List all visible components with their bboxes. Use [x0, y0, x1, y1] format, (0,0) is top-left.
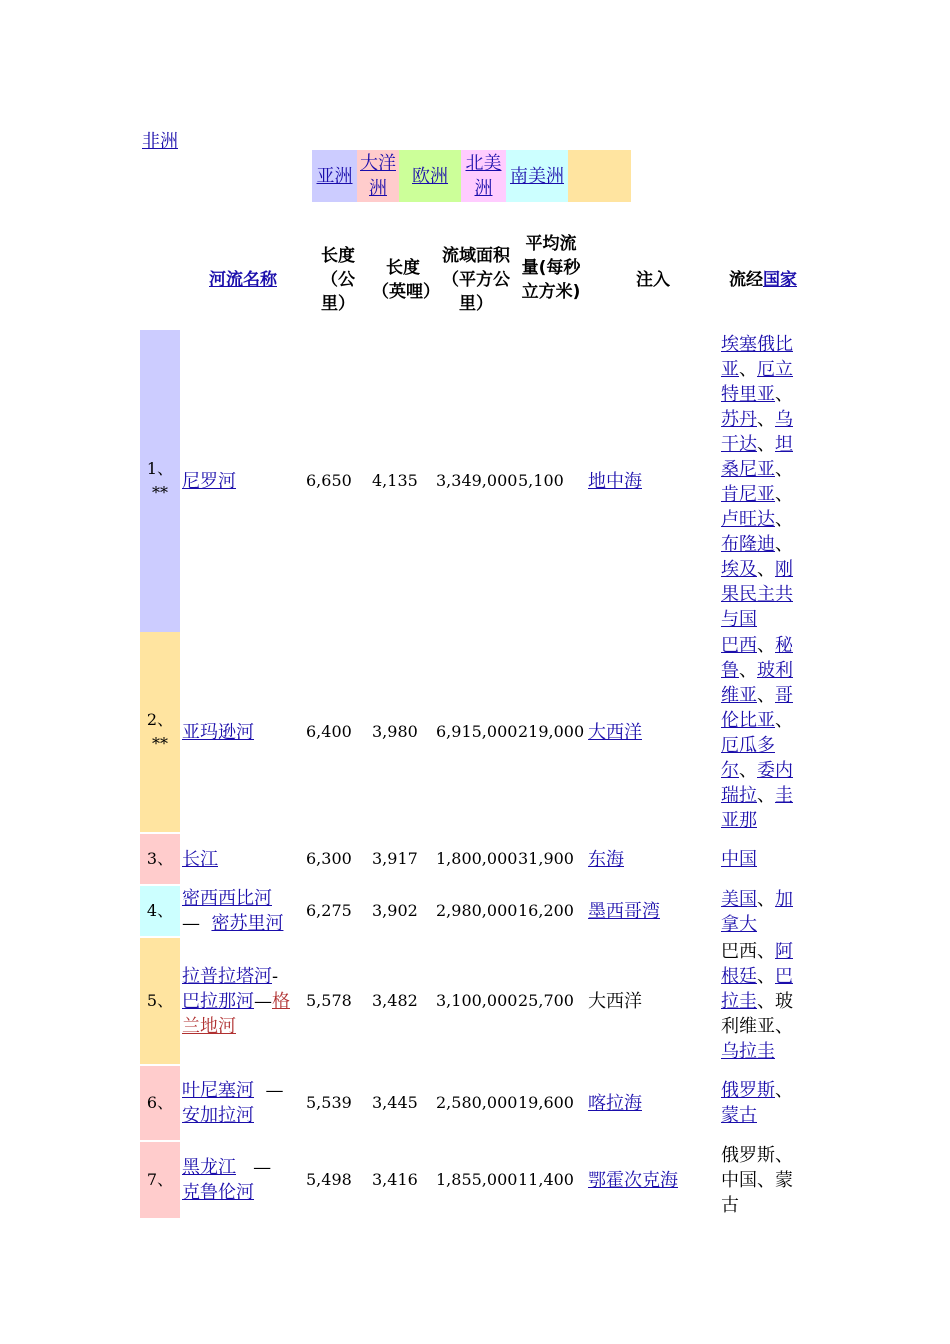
- countries-cell: 俄罗斯、蒙古: [721, 1080, 793, 1126]
- river-name-link[interactable]: 亚玛逊河: [182, 721, 254, 743]
- mouth-cell: [588, 834, 716, 884]
- river-name-cell: 密西西比河 — 密苏里河: [182, 888, 284, 934]
- mouth-cell: [588, 330, 716, 632]
- country-link[interactable]: 乌干达: [721, 409, 793, 455]
- country-link[interactable]: 卢旺达: [721, 509, 775, 530]
- river-name-link-secondary[interactable]: 安加拉河: [182, 1105, 254, 1126]
- average-flow-cell: 11,400: [518, 1170, 574, 1189]
- length-km-cell: 6,400: [306, 722, 352, 741]
- country-text: 俄罗斯: [721, 1145, 775, 1166]
- river-name-cell: 叶尼塞河 — 安加拉河: [182, 1080, 284, 1126]
- average-flow-cell: 219,000: [518, 722, 585, 741]
- basin-area-cell: 2,580,000: [436, 1093, 518, 1112]
- country-text: 玻利维亚: [721, 991, 793, 1037]
- nav-link-north-america[interactable]: 北美洲: [465, 153, 502, 199]
- river-name-link[interactable]: 黑龙江: [182, 1157, 236, 1178]
- countries-cell: [721, 847, 801, 872]
- length-km-cell: 6,275: [306, 901, 352, 920]
- length-km-cell: 6,300: [306, 849, 352, 868]
- country-text: 巴西: [721, 941, 757, 962]
- country-link[interactable]: 委内瑞拉: [721, 760, 793, 806]
- country-link[interactable]: 秘鲁: [721, 635, 793, 681]
- country-link[interactable]: 哥伦比亚: [721, 685, 793, 731]
- header-countries-link[interactable]: 国家: [763, 270, 797, 290]
- river-name-link[interactable]: 拉普拉塔河: [182, 965, 272, 987]
- country-link[interactable]: 阿根廷: [721, 941, 793, 987]
- country-text: 中国: [721, 1170, 757, 1191]
- average-flow-cell: 16,200: [518, 901, 574, 920]
- river-name-link-tertiary[interactable]: 格兰地河: [182, 990, 290, 1037]
- nav-cell-europe: [399, 150, 461, 202]
- mouth-link[interactable]: 墨西哥湾: [588, 900, 660, 922]
- rank-cell: [140, 1142, 180, 1218]
- river-name-cell: 黑龙江 — 克鲁伦河: [182, 1157, 272, 1203]
- mouth-cell: [588, 886, 716, 936]
- country-link[interactable]: 巴拉圭: [721, 966, 793, 1012]
- country-link[interactable]: 蒙古: [721, 1105, 757, 1126]
- rank-cell: [140, 886, 180, 936]
- average-flow-cell: 31,900: [518, 849, 574, 868]
- countries-cell: 美国、加拿大: [721, 889, 793, 935]
- header-countries-prefix: 流经: [729, 270, 763, 290]
- mouth-link[interactable]: 地中海: [588, 470, 642, 492]
- length-mi-cell: 4,135: [372, 471, 418, 490]
- country-link[interactable]: 巴西: [721, 635, 757, 656]
- country-link[interactable]: 中国: [721, 849, 757, 870]
- nav-link-asia[interactable]: 亚洲: [316, 165, 353, 187]
- nav-cell-asia: [312, 150, 357, 202]
- rank-cell: [140, 632, 180, 832]
- river-name-cell: [182, 834, 304, 884]
- country-link[interactable]: 加拿大: [721, 889, 793, 935]
- countries-cell: 巴西、秘鲁、玻利维亚、哥伦比亚、厄瓜多尔、委内瑞拉、圭亚那: [721, 635, 793, 831]
- country-link[interactable]: 刚果民主共与国: [721, 559, 793, 630]
- rank-cell: [140, 834, 180, 884]
- river-name-link[interactable]: 密西西比河: [182, 888, 272, 909]
- header-river-name-link[interactable]: 河流名称: [209, 270, 277, 290]
- nav-cell-empty: [568, 150, 631, 202]
- rank-label: 6、: [146, 1093, 174, 1112]
- river-name-cell: [182, 632, 304, 832]
- rank-label: 5、: [146, 991, 174, 1010]
- length-mi-cell: 3,482: [372, 991, 418, 1010]
- header-mouth: 注入: [636, 270, 670, 290]
- river-name-cell: 拉普拉塔河- 巴拉那河—格兰地河: [182, 965, 290, 1037]
- length-mi-cell: 3,445: [372, 1093, 418, 1112]
- river-name-link-secondary[interactable]: 巴拉那河: [182, 990, 254, 1012]
- header-river-name: [182, 268, 304, 292]
- nav-cell-north-america: [461, 150, 506, 202]
- length-mi-cell: 3,416: [372, 1170, 418, 1189]
- river-name-link-secondary[interactable]: 克鲁伦河: [182, 1182, 254, 1203]
- length-mi-cell: 3,902: [372, 901, 418, 920]
- country-link[interactable]: 埃塞俄比亚: [721, 334, 793, 380]
- continent-nav: [312, 150, 631, 202]
- mouth-link[interactable]: 东海: [588, 848, 624, 870]
- header-length-mi: 长度（英哩）: [372, 258, 440, 302]
- basin-area-cell: 3,349,000: [436, 471, 518, 490]
- length-km-cell: 5,578: [306, 991, 352, 1010]
- mouth-link[interactable]: 喀拉海: [588, 1092, 642, 1114]
- mouth-cell: [588, 1066, 716, 1140]
- country-link[interactable]: 厄瓜多尔: [721, 735, 775, 781]
- country-link[interactable]: 玻利维亚: [721, 660, 793, 706]
- nav-cell-south-america: [506, 150, 568, 202]
- rank-label: 1、**: [146, 459, 174, 502]
- country-text: 蒙古: [721, 1170, 793, 1216]
- header-basin-area: 流域面积（平方公里）: [442, 246, 510, 314]
- country-link[interactable]: 肯尼亚: [721, 484, 775, 505]
- basin-area-cell: 1,855,000: [436, 1170, 518, 1189]
- length-km-cell: 5,498: [306, 1170, 352, 1189]
- mouth-cell: [588, 632, 716, 832]
- mouth-cell: [588, 1142, 716, 1218]
- length-mi-cell: 3,917: [372, 849, 418, 868]
- header-length-km: 长度（公里）: [321, 246, 355, 314]
- rank-label: 4、: [146, 901, 174, 920]
- country-link[interactable]: 厄立特里亚: [721, 359, 793, 405]
- nav-link-oceania[interactable]: 大洋洲: [360, 153, 396, 199]
- basin-area-cell: 3,100,000: [436, 991, 518, 1010]
- basin-area-cell: 1,800,000: [436, 849, 518, 868]
- length-km-cell: 6,650: [306, 471, 352, 490]
- country-link[interactable]: 俄罗斯: [721, 1080, 775, 1101]
- rank-cell: [140, 330, 180, 632]
- average-flow-cell: 5,100: [518, 471, 564, 490]
- river-name-link[interactable]: 长江: [182, 848, 218, 870]
- nav-link-south-america[interactable]: 南美洲: [510, 165, 564, 187]
- average-flow-cell: 19,600: [518, 1093, 574, 1112]
- nav-cell-oceania: [357, 150, 399, 202]
- header-average-flow: 平均流量(每秒立方米): [521, 234, 581, 302]
- country-link[interactable]: 圭亚那: [721, 785, 793, 831]
- country-link[interactable]: 乌拉圭: [721, 1041, 775, 1062]
- country-link[interactable]: 坦桑尼亚: [721, 434, 793, 480]
- africa-link[interactable]: 非洲: [142, 131, 178, 152]
- country-link[interactable]: 苏丹: [721, 409, 757, 430]
- river-name-link[interactable]: 叶尼塞河: [182, 1080, 254, 1101]
- rank-cell: [140, 938, 180, 1064]
- header-countries: [718, 268, 808, 292]
- country-link[interactable]: 埃及: [721, 559, 757, 580]
- rank-label: 3、: [146, 849, 174, 868]
- mouth-link[interactable]: 鄂霍次克海: [588, 1169, 678, 1191]
- basin-area-cell: 6,915,000: [436, 722, 518, 741]
- basin-area-cell: 2,980,000: [436, 901, 518, 920]
- rank-label: 7、: [146, 1170, 174, 1189]
- length-mi-cell: 3,980: [372, 722, 418, 741]
- river-name-link[interactable]: 尼罗河: [182, 470, 236, 492]
- mouth-link[interactable]: 大西洋: [588, 721, 642, 743]
- river-name-link-secondary[interactable]: 密苏里河: [211, 913, 284, 934]
- country-link[interactable]: 美国: [721, 889, 757, 910]
- average-flow-cell: 25,700: [518, 991, 574, 1010]
- length-km-cell: 5,539: [306, 1093, 352, 1112]
- countries-cell: 巴西、阿根廷、巴拉圭、玻利维亚、乌拉圭: [721, 941, 793, 1062]
- countries-cell: 埃塞俄比亚、厄立特里亚、苏丹、乌干达、坦桑尼亚、肯尼亚、卢旺达、布隆迪、埃及、刚果民主共与国: [721, 334, 793, 630]
- countries-cell: 俄罗斯、中国、蒙古: [721, 1145, 793, 1216]
- nav-link-europe[interactable]: 欧洲: [412, 165, 448, 187]
- country-link[interactable]: 布隆迪: [721, 534, 775, 555]
- rank-cell: [140, 1066, 180, 1140]
- river-name-cell: [182, 330, 304, 632]
- rank-label: 2、**: [146, 710, 174, 753]
- mouth-cell: 大西洋: [588, 990, 642, 1012]
